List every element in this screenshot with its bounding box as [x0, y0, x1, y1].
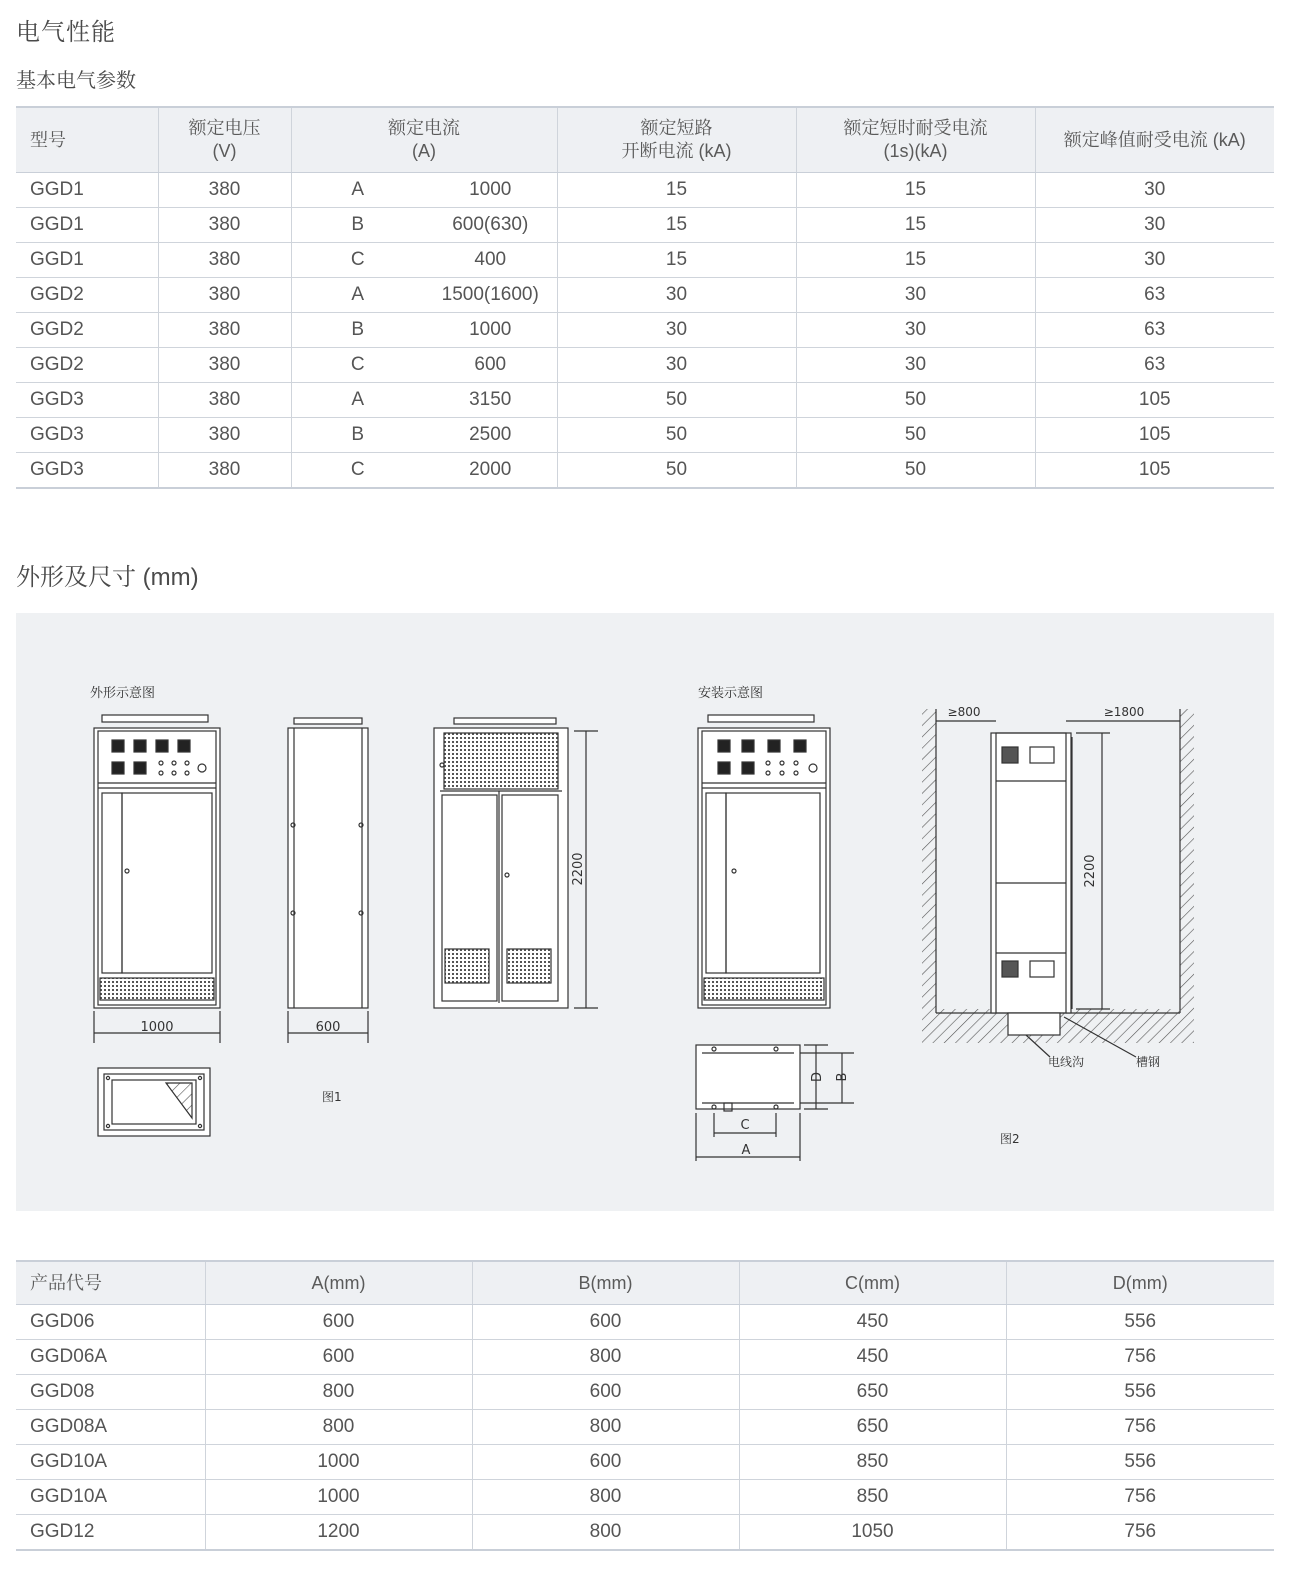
cell-short: 30: [796, 278, 1035, 313]
base-plan-view: [98, 1068, 210, 1136]
cell-breaking: 50: [557, 383, 796, 418]
table-row: [16, 1515, 1274, 1551]
dimension-B: B: [835, 1072, 850, 1082]
cell-code: GGD06A: [16, 1340, 205, 1375]
table-row: [16, 243, 1274, 278]
cell-voltage: 380: [158, 383, 291, 418]
header-b: B(mm): [472, 1261, 739, 1305]
cell-voltage: 380: [158, 313, 291, 348]
cell-d: 556: [1006, 1445, 1274, 1480]
cell-code: GGD06: [16, 1305, 205, 1340]
cell-b: 600: [472, 1305, 739, 1340]
cell-peak: 30: [1035, 173, 1274, 208]
table-row: [16, 173, 1274, 208]
header-breaking-line2: 开断电流 (kA): [621, 141, 732, 161]
cell-short: 30: [796, 313, 1035, 348]
cell-grade: C: [291, 348, 424, 383]
header-current-line1: 额定电流: [388, 118, 460, 138]
cell-short: 15: [796, 173, 1035, 208]
table-header-row: [16, 1261, 1274, 1305]
electrical-parameters-table: [16, 106, 1274, 489]
cell-voltage: 380: [158, 278, 291, 313]
cell-breaking: 15: [557, 243, 796, 278]
cell-d: 756: [1006, 1515, 1274, 1551]
section-subtitle-parameters: 基本电气参数: [16, 70, 136, 92]
cell-current: 1000: [424, 173, 557, 208]
label-cable-trench: 电线沟: [1048, 1055, 1085, 1069]
cell-model: GGD2: [16, 278, 158, 313]
cell-a: 1000: [205, 1445, 472, 1480]
dimension-C: C: [740, 1118, 750, 1133]
dimension-A: A: [741, 1143, 751, 1158]
cell-c: 450: [739, 1340, 1006, 1375]
cell-d: 756: [1006, 1480, 1274, 1515]
cell-c: 850: [739, 1480, 1006, 1515]
header-voltage-line1: 额定电压: [188, 118, 261, 138]
cell-peak: 63: [1035, 278, 1274, 313]
cell-b: 800: [472, 1340, 739, 1375]
cell-current: 2500: [424, 418, 557, 453]
header-current: [291, 107, 557, 173]
cell-code: GGD08: [16, 1375, 205, 1410]
cell-breaking: 30: [557, 313, 796, 348]
header-c: C(mm): [739, 1261, 1006, 1305]
header-short-line2: (1s)(kA): [883, 141, 948, 161]
cell-voltage: 380: [158, 453, 291, 489]
cell-a: 800: [205, 1375, 472, 1410]
cell-voltage: 380: [158, 348, 291, 383]
header-peak: 额定峰值耐受电流 (kA): [1035, 107, 1274, 173]
cell-breaking: 30: [557, 278, 796, 313]
figure-2-label: 图2: [1000, 1132, 1020, 1146]
cell-c: 650: [739, 1375, 1006, 1410]
cell-peak: 30: [1035, 208, 1274, 243]
table-row: [16, 313, 1274, 348]
cell-b: 800: [472, 1410, 739, 1445]
cell-d: 556: [1006, 1305, 1274, 1340]
cell-code: GGD10A: [16, 1445, 205, 1480]
cell-breaking: 15: [557, 173, 796, 208]
cell-current: 600: [424, 348, 557, 383]
installation-section-view: [922, 705, 1194, 1069]
cell-b: 600: [472, 1375, 739, 1410]
drawing-panel: [16, 613, 1274, 1211]
table-row: [16, 453, 1274, 489]
cell-short: 50: [796, 418, 1035, 453]
cell-b: 600: [472, 1445, 739, 1480]
table-row: [16, 1445, 1274, 1480]
cell-current: 1500(1600): [424, 278, 557, 313]
cell-current: 2000: [424, 453, 557, 489]
table-header-row: [16, 107, 1274, 173]
header-voltage: [158, 107, 291, 173]
cell-d: 756: [1006, 1340, 1274, 1375]
cell-voltage: 380: [158, 173, 291, 208]
cell-voltage: 380: [158, 208, 291, 243]
header-short-time: [796, 107, 1035, 173]
dimension-D: D: [810, 1071, 825, 1083]
table-row: [16, 1375, 1274, 1410]
table-row: [16, 278, 1274, 313]
header-a: A(mm): [205, 1261, 472, 1305]
table-row: [16, 418, 1274, 453]
cell-grade: C: [291, 453, 424, 489]
cell-peak: 105: [1035, 453, 1274, 489]
cell-voltage: 380: [158, 243, 291, 278]
cell-model: GGD1: [16, 243, 158, 278]
installation-diagram-label: 安装示意图: [698, 686, 764, 701]
cell-b: 800: [472, 1515, 739, 1551]
cell-grade: A: [291, 278, 424, 313]
cell-grade: B: [291, 313, 424, 348]
cell-d: 756: [1006, 1410, 1274, 1445]
cell-short: 15: [796, 208, 1035, 243]
cell-peak: 105: [1035, 383, 1274, 418]
cell-peak: 105: [1035, 418, 1274, 453]
figure-1-label: 图1: [322, 1090, 342, 1104]
table-row: [16, 1340, 1274, 1375]
cabinet-rear-view: [434, 718, 598, 1008]
cabinet-side-view: [288, 718, 368, 1043]
cell-breaking: 50: [557, 453, 796, 489]
cell-model: GGD1: [16, 208, 158, 243]
header-breaking-line1: 额定短路: [640, 118, 713, 138]
dimensions-table: [16, 1260, 1274, 1551]
cell-breaking: 50: [557, 418, 796, 453]
cell-current: 400: [424, 243, 557, 278]
header-model: 型号: [16, 107, 158, 173]
cell-grade: B: [291, 418, 424, 453]
cell-grade: A: [291, 173, 424, 208]
section-title-dimensions: 外形及尺寸 (mm): [16, 564, 199, 591]
cell-breaking: 30: [557, 348, 796, 383]
installation-base-plan: [696, 1045, 854, 1161]
table-row: [16, 383, 1274, 418]
header-voltage-line2: (V): [212, 141, 237, 161]
header-product-code: 产品代号: [16, 1261, 205, 1305]
cell-c: 850: [739, 1445, 1006, 1480]
cell-b: 800: [472, 1480, 739, 1515]
cell-breaking: 15: [557, 208, 796, 243]
cell-peak: 63: [1035, 348, 1274, 383]
header-breaking: [557, 107, 796, 173]
clearance-800: ≥800: [947, 705, 981, 719]
cell-c: 450: [739, 1305, 1006, 1340]
cell-code: GGD12: [16, 1515, 205, 1551]
dimension-600: 600: [315, 1020, 341, 1035]
table-row: [16, 208, 1274, 243]
section-title-electrical: 电气性能: [16, 19, 116, 46]
cell-voltage: 380: [158, 418, 291, 453]
cell-current: 3150: [424, 383, 557, 418]
cell-c: 1050: [739, 1515, 1006, 1551]
cell-grade: A: [291, 383, 424, 418]
cell-model: GGD3: [16, 418, 158, 453]
clearance-1800: ≥1800: [1103, 705, 1145, 719]
cell-short: 30: [796, 348, 1035, 383]
table-row: [16, 1410, 1274, 1445]
dimension-2200: 2200: [571, 852, 586, 886]
cell-short: 15: [796, 243, 1035, 278]
dimension-1000: 1000: [140, 1020, 174, 1035]
cell-code: GGD10A: [16, 1480, 205, 1515]
cell-a: 1000: [205, 1480, 472, 1515]
table-row: [16, 348, 1274, 383]
cell-d: 556: [1006, 1375, 1274, 1410]
cell-peak: 30: [1035, 243, 1274, 278]
installation-front-view: [698, 715, 830, 1008]
cell-short: 50: [796, 383, 1035, 418]
header-short-line1: 额定短时耐受电流: [843, 118, 988, 138]
header-current-line2: (A): [412, 141, 436, 161]
cell-current: 600(630): [424, 208, 557, 243]
cell-grade: C: [291, 243, 424, 278]
cabinet-front-view: [94, 715, 220, 1043]
cell-peak: 63: [1035, 313, 1274, 348]
cell-model: GGD1: [16, 173, 158, 208]
cell-short: 50: [796, 453, 1035, 489]
table-row: [16, 1305, 1274, 1340]
cell-model: GGD2: [16, 313, 158, 348]
cell-grade: B: [291, 208, 424, 243]
table-row: [16, 1480, 1274, 1515]
label-channel-steel: 槽钢: [1136, 1055, 1161, 1069]
cell-current: 1000: [424, 313, 557, 348]
cell-model: GGD3: [16, 383, 158, 418]
cell-a: 1200: [205, 1515, 472, 1551]
outline-diagram-label: 外形示意图: [90, 686, 156, 701]
cell-model: GGD2: [16, 348, 158, 383]
cell-a: 800: [205, 1410, 472, 1445]
cell-c: 650: [739, 1410, 1006, 1445]
cell-a: 600: [205, 1340, 472, 1375]
technical-drawing: [16, 613, 1274, 1211]
cell-a: 600: [205, 1305, 472, 1340]
dimension-2200-install: 2200: [1083, 854, 1098, 888]
cell-model: GGD3: [16, 453, 158, 489]
cell-code: GGD08A: [16, 1410, 205, 1445]
header-d: D(mm): [1006, 1261, 1274, 1305]
